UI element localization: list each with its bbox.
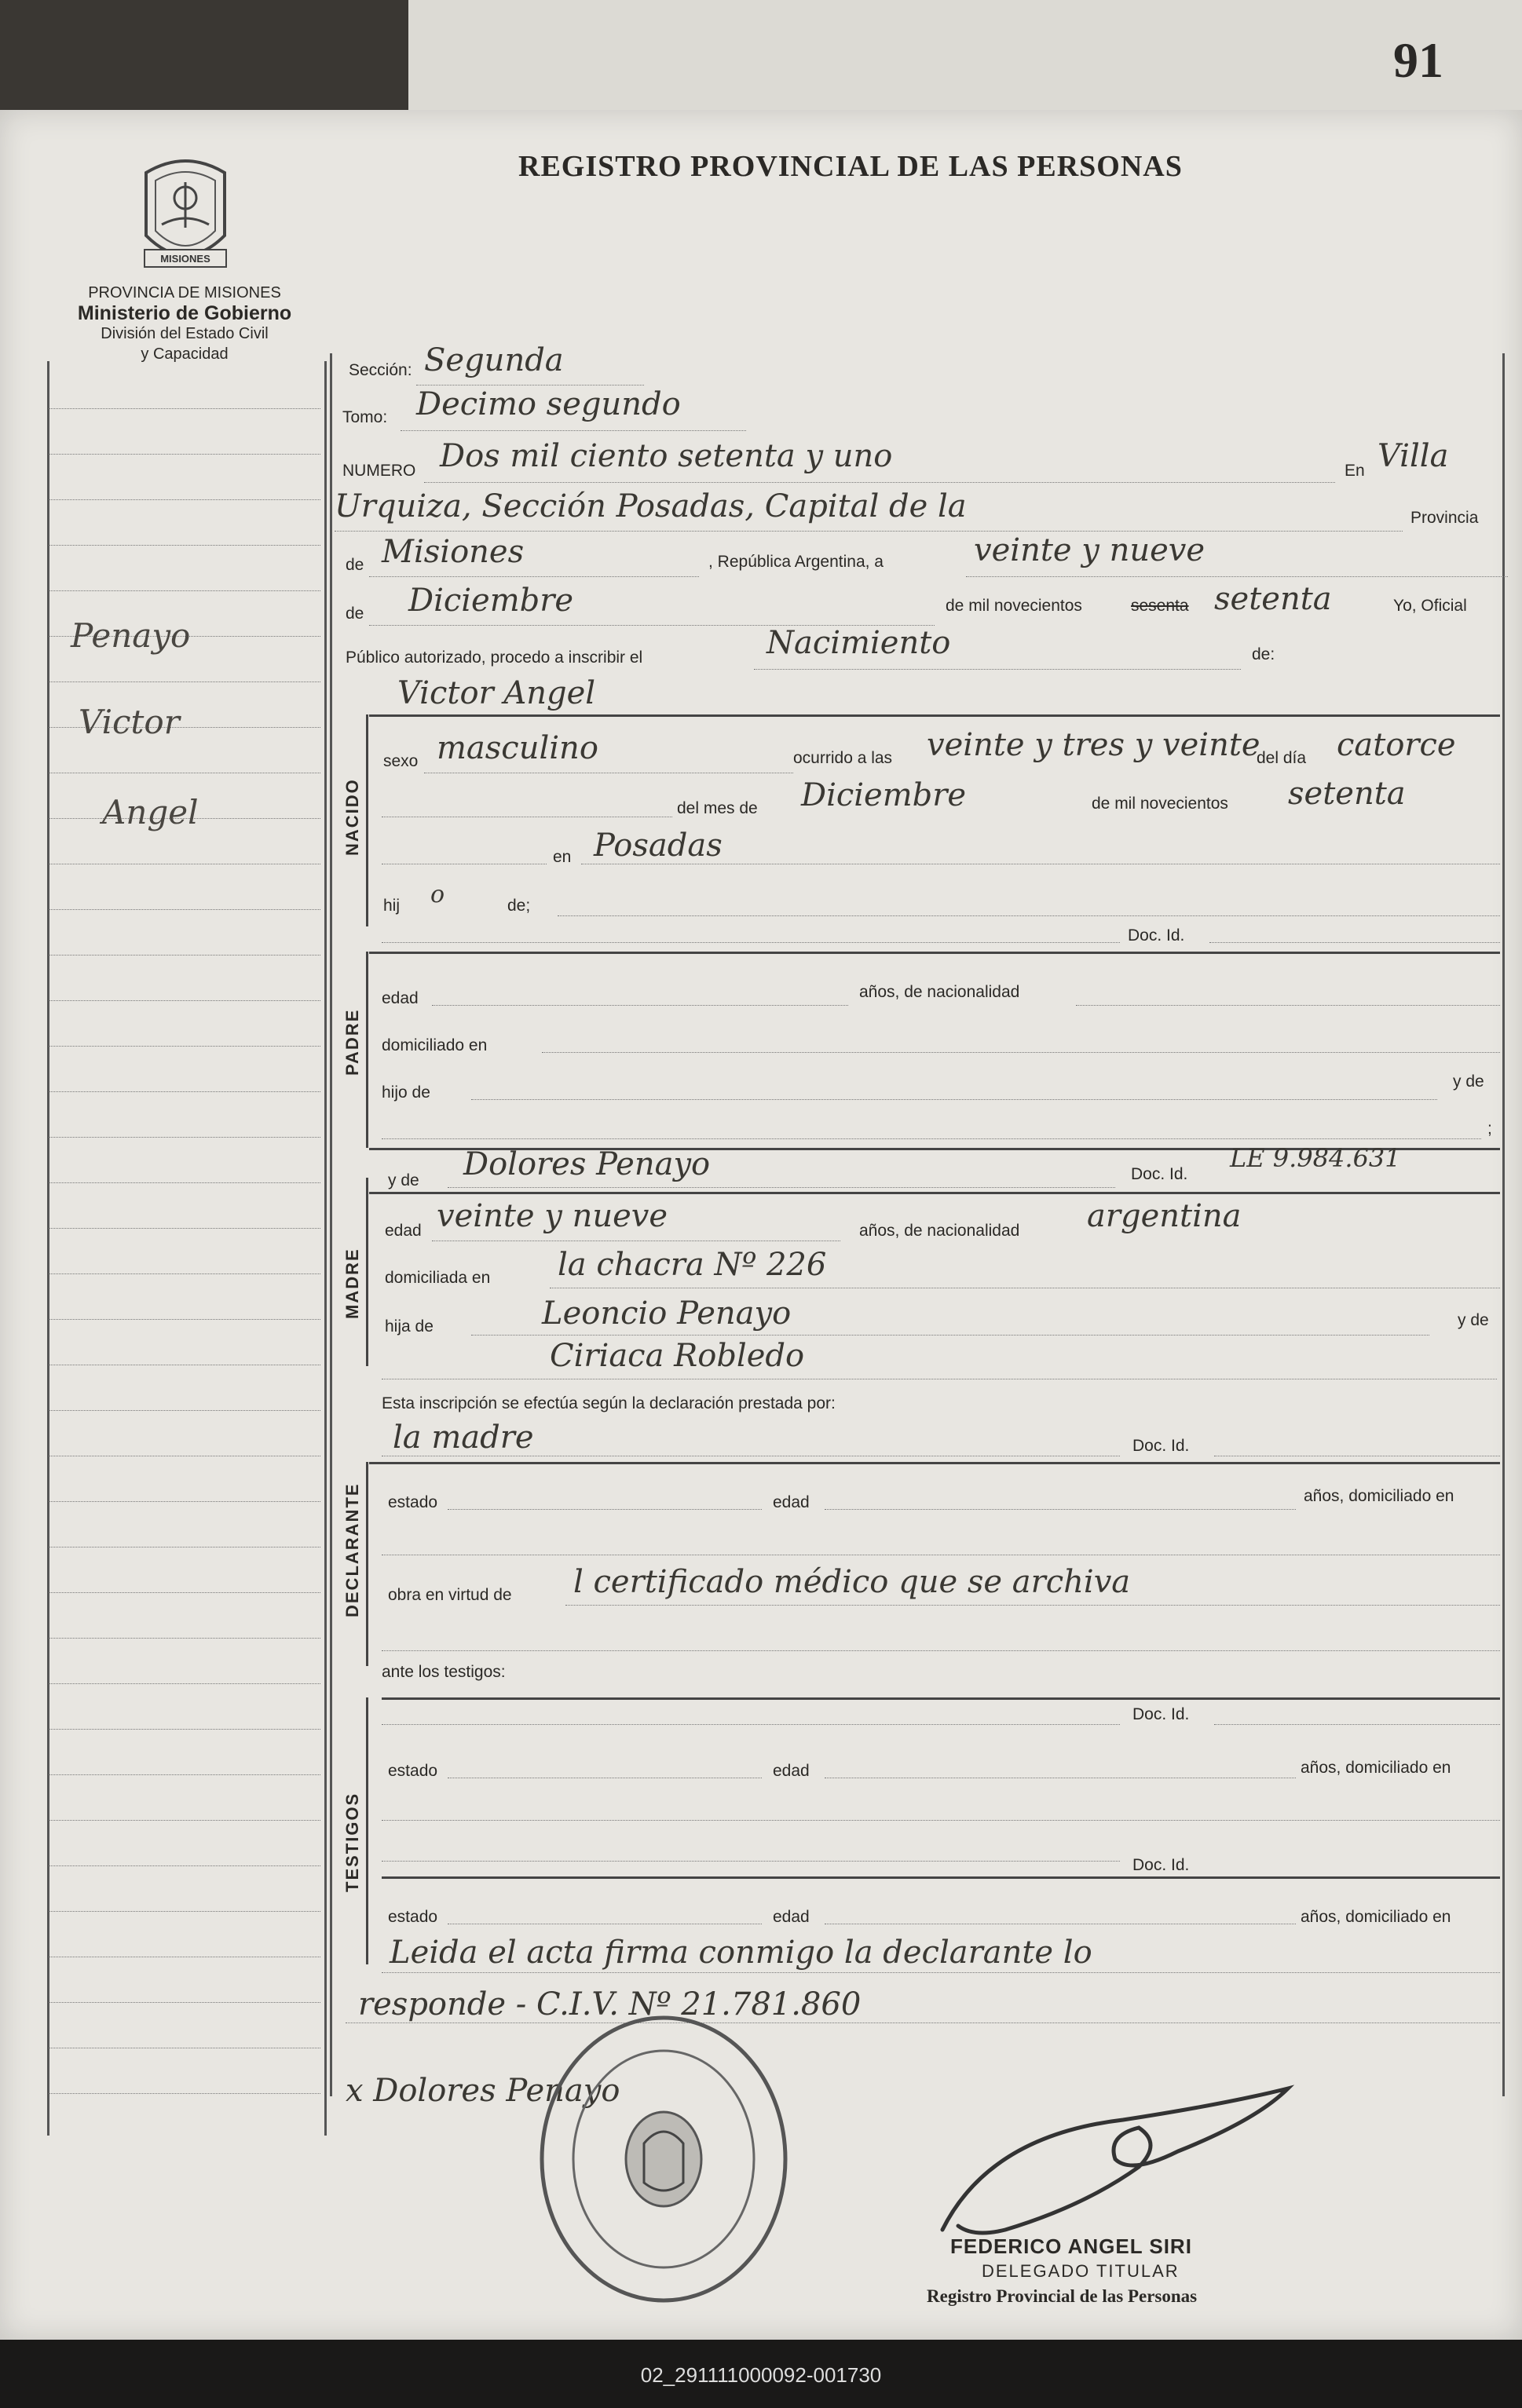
padre-anos-label: años, de nacionalidad [859,983,1020,1001]
padre-top-line [369,952,1500,954]
madre-madre-value: Ciriaca Robledo [550,1338,805,1374]
de-label-3: de; [507,897,531,915]
madre-y-de-label: y de [388,1171,419,1189]
officer-role: DELEGADO TITULAR [982,2261,1180,2281]
nacido-top-line [369,714,1500,717]
padre-y-de-line [382,1138,1481,1139]
padre-edad-label: edad [382,989,419,1007]
testigo1-doc-label: Doc. Id. [1132,1705,1190,1723]
nombre-value: Victor Angel [397,675,596,711]
seccion-label: Sección: [349,361,412,379]
nacido-section-bar [366,714,368,926]
margin-ruled-line [49,408,320,409]
margin-surname: Penayo [71,616,191,655]
testigos-top-line [382,1697,1500,1700]
testigo1-line [382,1724,1120,1725]
margin-ruled-line [49,1683,320,1684]
republica-label: , República Argentina, a [708,553,884,571]
en-label-2: en [553,848,572,866]
margin-ruled-line [49,2002,320,2003]
padre-nacionalidad-line [1076,1005,1500,1006]
anio-value: setenta [1288,776,1406,812]
del-mes-label: del mes de [677,799,758,817]
fecha-mes-value: Diciembre [408,583,574,619]
fecha-anio-value: setenta [1214,581,1332,617]
declarante-edad-label: edad [773,1493,810,1511]
madre-domiciliada-label: domiciliada en [385,1269,491,1287]
testigo1-anos-label: años, domiciliado en [1301,1759,1451,1777]
margin-ruled-line [49,1865,320,1866]
margin-ruled-line [49,1774,320,1775]
hora-value: veinte y tres y veinte [927,727,1260,763]
provincia-value: Misiones [382,534,525,570]
testigos-section-label: TESTIGOS [342,1792,362,1892]
declarante-estado-line [448,1509,762,1510]
lugar-nacimiento-value: Posadas [594,828,723,864]
declarante-section-label: DECLARANTE [342,1482,362,1617]
ministry-label: Ministerio de Gobierno [77,302,292,324]
obra-line [565,1605,1500,1606]
seccion-value: Segunda [424,342,564,378]
testigo2-anos-label: años, domiciliado en [1301,1908,1451,1926]
mil-novecientos-label: de mil novecientos [946,597,1082,615]
document-title: REGISTRO PROVINCIAL DE LAS PERSONAS [518,150,1183,183]
oficial-label: Yo, Oficial [1393,597,1467,615]
margin-first-name: Victor [79,703,180,741]
testigo2-top-line [382,1876,1500,1879]
sexo-value: masculino [437,730,598,766]
official-seal-icon [534,2010,793,2308]
madre-nombre-line [448,1187,1115,1188]
obra-line-2 [382,1650,1500,1651]
margin-ruled-line [49,955,320,956]
en-value: Villa [1377,438,1449,474]
padre-semicolon: ; [1487,1120,1492,1138]
mes-value: Diciembre [801,777,967,813]
hijo-label: hij [383,897,401,915]
tomo-value: Decimo segundo [416,386,681,422]
officer-office: Registro Provincial de las Personas [927,2286,1198,2306]
padre-edad-line [432,1005,848,1006]
margin-ruled-line [49,1729,320,1730]
hijo-suffix: o [430,881,445,908]
numero-label: NUMERO [342,462,416,480]
margin-ruled-line [49,1638,320,1639]
margin-ruled-line [49,1319,320,1320]
testigo1-estado-label: estado [388,1762,438,1780]
madre-section-label: MADRE [342,1248,362,1319]
testigo1-edad-label: edad [773,1762,810,1780]
acto-value: Nacimiento [766,625,951,661]
margin-ruled-line [49,1820,320,1821]
testigos-section-bar [366,1697,368,1964]
madre-y-de-label-2: y de [1458,1311,1489,1329]
nacido-doc-line [382,942,1120,943]
padre-domicilio-line [542,1052,1500,1053]
margin-ruled-line [49,1501,320,1502]
padre-hijo-line [471,1099,1437,1100]
image-caption: 02_291111000092-001730 [640,2363,882,2387]
madre-anos-label: años, de nacionalidad [859,1222,1020,1240]
ocurrido-label: ocurrido a las [793,749,893,767]
padre-section-label: PADRE [342,1008,362,1076]
fecha-dia-value: veinte y nueve [974,532,1206,568]
margin-ruled-line [49,681,320,682]
margin-ruled-line [49,1911,320,1912]
obra-label: obra en virtud de [388,1586,512,1604]
margin-ruled-line [49,1000,320,1001]
margin-ruled-line [49,499,320,500]
madre-doc-value: LE 9.984.631 [1230,1143,1401,1173]
lugar-value: Urquiza, Sección Posadas, Capital de la [335,488,967,524]
tomo-line [401,430,746,431]
nacido-doc-label: Doc. Id. [1128,926,1185,945]
margin-ruled-line [49,1091,320,1092]
publico-label: Público autorizado, procedo a inscribir el [346,649,643,667]
svg-text:MISIONES: MISIONES [160,253,210,265]
ante-testigos-label: ante los testigos: [382,1663,506,1681]
madre-doc-label: Doc. Id. [1131,1165,1188,1183]
nacido-doc-line-2 [1209,942,1500,943]
margin-ruled-line [49,590,320,591]
margin-second-name: Angel [102,793,199,831]
testigo2-doc-label: Doc. Id. [1132,1856,1190,1874]
madre-inner-line [369,1192,1500,1194]
padre-domiciliado-label: domiciliado en [382,1036,488,1054]
margin-ruled-line [49,1592,320,1593]
declarante-edad-line [825,1509,1296,1510]
numero-line [424,482,1335,483]
nacido-section-label: NACIDO [342,778,362,856]
margin-ruled-line [49,1228,320,1229]
madre-nacionalidad-value: argentina [1087,1198,1242,1234]
margin-ruled-line [49,1046,320,1047]
declarante-firma: x Dolores Penayo [346,2073,620,2109]
de-label: de [346,556,364,574]
testigo2-edad-label: edad [773,1908,810,1926]
province-label: PROVINCIA DE MISIONES [88,284,281,301]
left-header [47,283,322,364]
obra-value: l certificado médico que se archiva [573,1564,1131,1600]
cierre-line-2: responde - C.I.V. Nº 21.781.860 [358,1986,862,2023]
sesenta-struck: sesenta [1131,597,1189,615]
officer-signature-icon [927,2073,1335,2245]
testigo1-doc-line [1214,1724,1500,1725]
madre-edad-value: veinte y nueve [437,1198,668,1234]
madre-padre-value: Leoncio Penayo [542,1295,792,1332]
madre-section-bar [366,1178,368,1366]
testigo1-domicilio-line [382,1820,1500,1821]
margin-ruled-line [49,1137,320,1138]
cierre-line-1: Leida el acta firma conmigo la declarante lo [390,1935,1092,1971]
background-top-left [0,0,408,118]
mil-novecientos-label-2: de mil novecientos [1092,795,1228,813]
madre-hija-label: hija de [385,1317,434,1336]
division-line-1: División del Estado Civil [101,325,269,342]
padre-y-de-label: y de [1453,1072,1484,1091]
dia-value: catorce [1337,727,1456,763]
padre-section-bar [366,952,368,1148]
margin-ruled-line [49,1410,320,1411]
numero-value: Dos mil ciento setenta y uno [440,438,893,474]
margin-ruled-line [49,545,320,546]
tomo-label: Tomo: [342,408,388,426]
de-label-2: de [346,605,364,623]
padre-hijo-label: hijo de [382,1083,430,1102]
cierre-line-1-rule [382,1972,1500,1973]
margin-ruled-line [49,454,320,455]
declarante-top-line [369,1462,1500,1464]
margin-ruled-line [49,2093,320,2094]
del-dia-label: del día [1257,749,1307,767]
declarante-anos-label: años, domiciliado en [1304,1487,1454,1505]
margin-ruled-line [49,1182,320,1183]
hijo-line [558,915,1500,916]
madre-padre-line [471,1335,1429,1336]
madre-nombre-value: Dolores Penayo [463,1146,711,1182]
provincia-line [369,576,699,577]
page-number: 91 [1393,32,1443,88]
madre-edad-label: edad [385,1222,422,1240]
declaracion-label: Esta inscripción se efectúa según la declaración prestada por: [382,1394,836,1412]
officer-name: FEDERICO ANGEL SIRI [950,2234,1192,2258]
de-colon-label: de: [1252,645,1275,663]
misiones-crest-icon [130,149,240,275]
margin-ruled-line [49,1273,320,1274]
madre-domicilio-value: la chacra Nº 226 [558,1247,827,1283]
declarante-value: la madre [393,1420,534,1456]
provincia-label: Provincia [1410,509,1479,527]
declarante-doc-label: Doc. Id. [1132,1437,1190,1455]
lugar-line [335,531,1403,532]
sexo-label: sexo [383,752,419,770]
division-line-2: y Capacidad [141,345,229,363]
testigo2-estado-label: estado [388,1908,438,1926]
margin-ruled-line [49,909,320,910]
en-label: En [1345,462,1365,480]
acto-line [754,669,1241,670]
declarante-section-bar [366,1462,368,1666]
testigo2-line [382,1861,1120,1862]
declarante-estado-label: estado [388,1493,438,1511]
fecha-dia-line [966,576,1508,577]
background-top-right [408,0,1522,110]
